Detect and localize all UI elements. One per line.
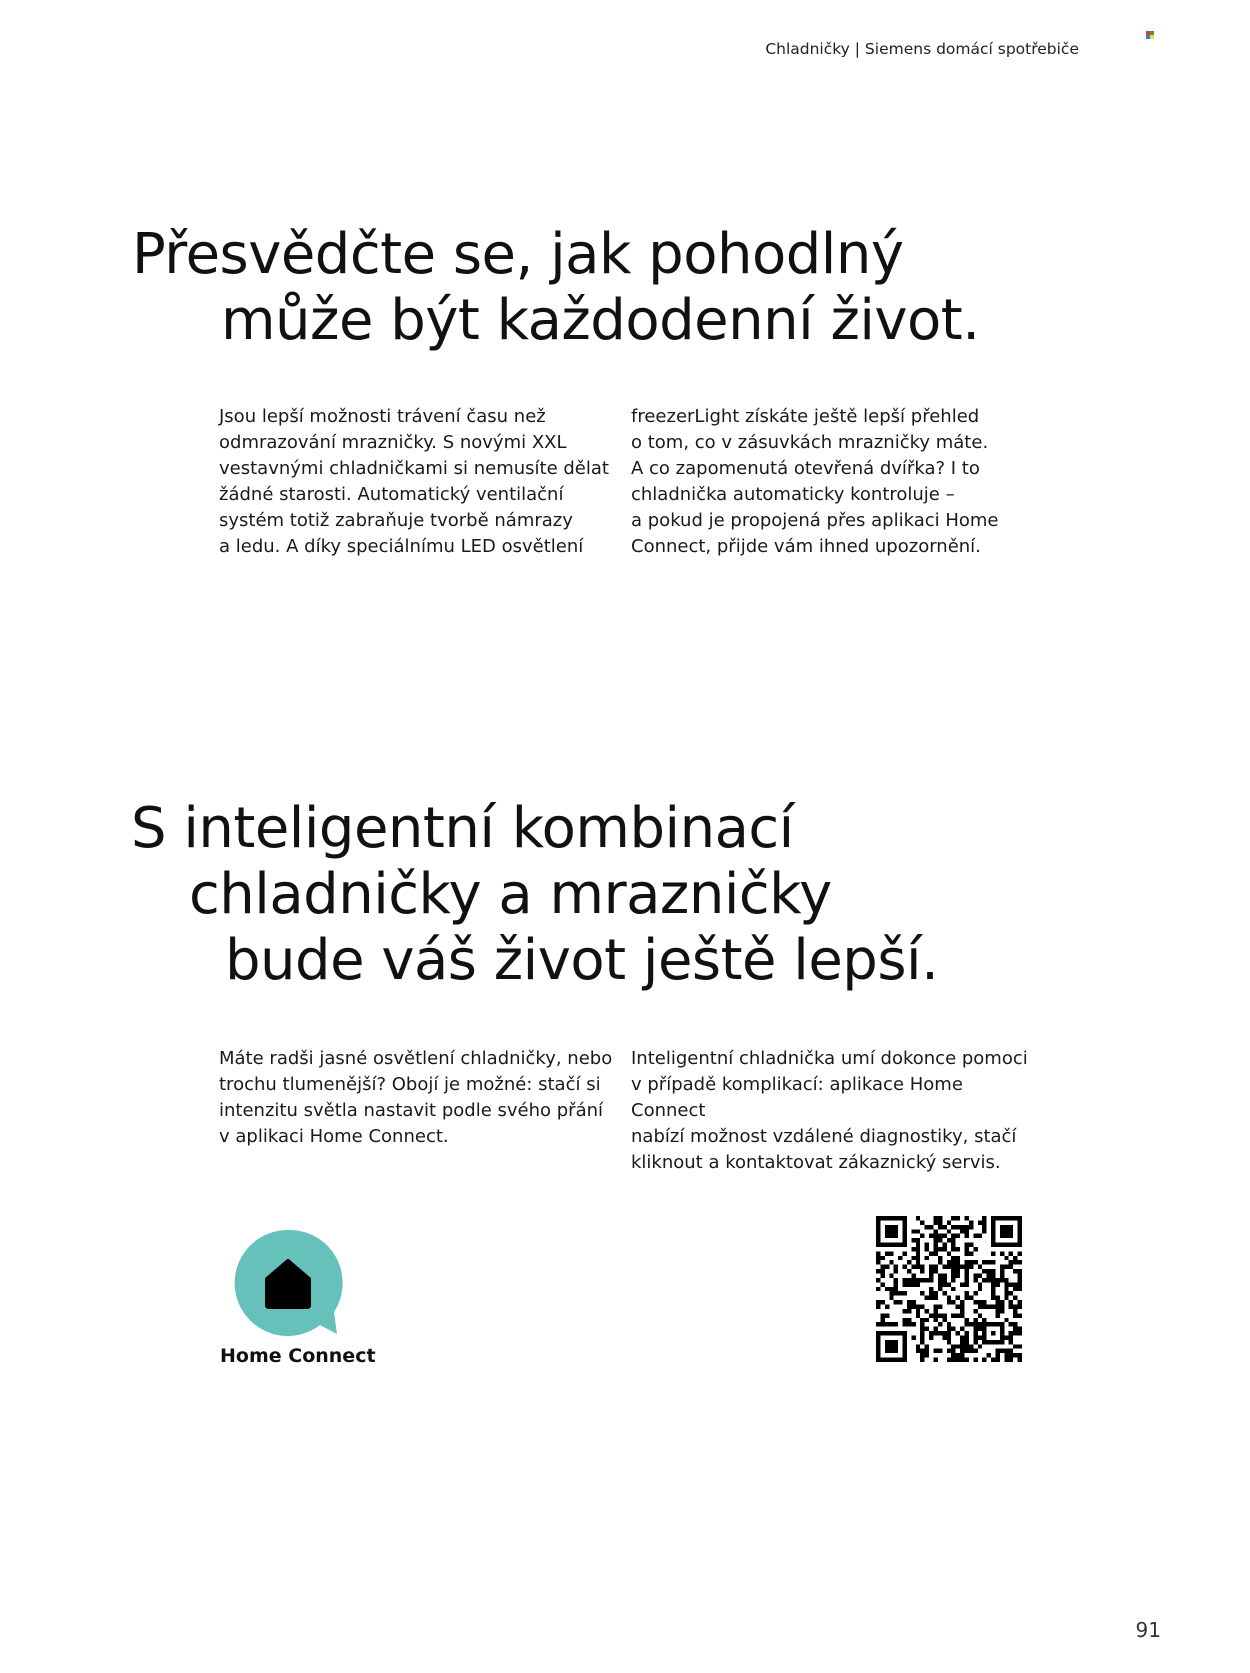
headline-2-line-2: chladničky a mrazničky <box>189 862 832 927</box>
headline-1 <box>132 222 980 354</box>
home-connect-label: Home Connect <box>220 1345 376 1367</box>
headline-1-line-1: Přesvědčte se, jak pohodlný <box>132 222 904 287</box>
section1-paragraph-right: freezerLight získáte ještě lepší přehled o tom, co v zásuvkách mrazničky máte. A co zapomenutá otevřená dvířka? I to chladnička automaticky kontroluje – a pokud je propojená přes aplikaci Home Connect, přijde vám ihned upozornění. <box>631 406 999 557</box>
section2-paragraph-right: Inteligentní chladnička umí dokonce pomoci v případě komplikací: aplikace Home Connect nabízí možnost vzdálené diagnostiky, stačí kliknout a kontaktovat zákaznický servis. <box>631 1048 1028 1173</box>
color-registration-icon <box>1146 31 1154 39</box>
headline-2-line-1: S inteligentní kombinací <box>131 796 794 861</box>
page-number: 91 <box>1135 1618 1161 1642</box>
qr-code-icon[interactable] <box>876 1216 1022 1362</box>
section2-paragraph-left: Máte radši jasné osvětlení chladničky, nebo trochu tlumenější? Obojí je možné: stačí si intenzitu světla nastavit podle svého přání v aplikaci Home Connect. <box>219 1048 613 1147</box>
home-connect-icon <box>232 1228 344 1336</box>
headline-1-line-2: může být každodenní život. <box>221 288 980 353</box>
headline-2-line-3: bude váš život ještě lepší. <box>225 928 939 993</box>
header-breadcrumb: Chladničky | Siemens domácí spotřebiče <box>765 40 1079 58</box>
section1-paragraph-left: Jsou lepší možnosti trávení času než odmrazování mrazničky. S novými XXL vestavnými chladničkami si nemusíte dělat žádné starosti. Automatický ventilační systém totiž zabraňuje tvorbě námrazy a ledu. A díky speciálnímu LED osvětlení <box>219 406 609 557</box>
headline-2 <box>131 796 938 994</box>
